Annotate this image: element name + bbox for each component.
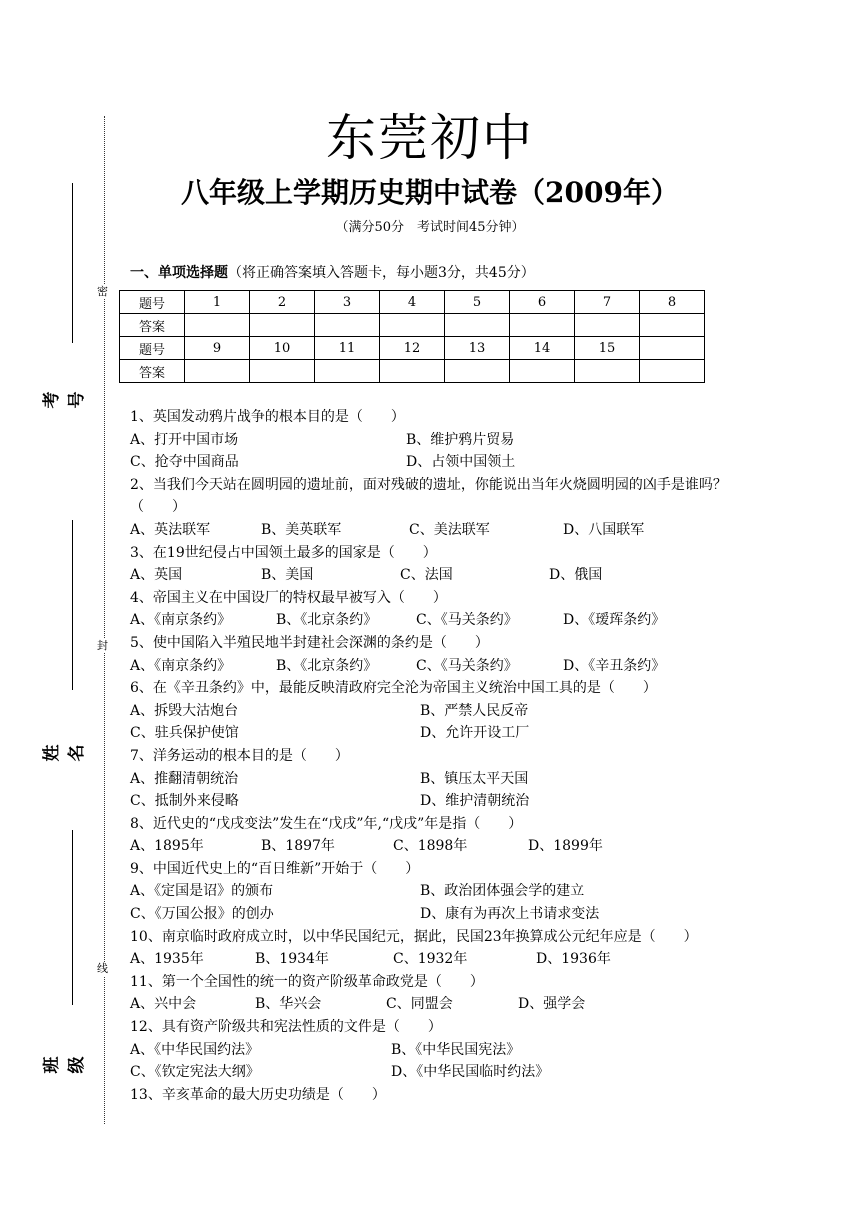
option: D、占领中国领土 (406, 454, 516, 471)
option-row (130, 722, 740, 745)
option: B、美英联军 (261, 521, 342, 538)
question-stem: 7、洋务运动的根本目的是（ ） (130, 747, 349, 764)
answer-cell[interactable] (640, 314, 705, 337)
option-row (130, 903, 740, 926)
option: B、美国 (261, 567, 314, 584)
option-row (130, 609, 740, 632)
option-row (130, 768, 740, 791)
option: A、《南京条约》 (130, 612, 232, 629)
option: A、推翻清朝统治 (130, 770, 239, 787)
number-cell: 14 (510, 337, 575, 360)
option: D、《中华民国临时约法》 (391, 1064, 550, 1081)
option: C、驻兵保护使馆 (130, 725, 239, 742)
option: B、《中华民国宪法》 (391, 1041, 521, 1058)
answer-card-table (119, 290, 705, 383)
option-row (130, 835, 740, 858)
option: C、同盟会 (386, 996, 453, 1013)
number-cell: 13 (445, 337, 510, 360)
number-cell: 9 (185, 337, 250, 360)
answer-card-answer-row-1 (120, 314, 705, 337)
option: B、《北京条约》 (276, 612, 378, 629)
option: A、英法联军 (130, 521, 211, 538)
answer-label-cell: 答案 (120, 314, 185, 337)
question-list (130, 406, 740, 1106)
seal-word-xian: 线 (97, 962, 108, 975)
option-row (130, 1039, 740, 1062)
option: D、八国联军 (563, 521, 645, 538)
option: D、允许开设工厂 (420, 725, 530, 742)
answer-cell[interactable] (445, 360, 510, 383)
answer-cell[interactable] (380, 360, 445, 383)
option: D、俄国 (549, 567, 603, 584)
answer-cell[interactable] (380, 314, 445, 337)
option: B、政治团体强会学的建立 (420, 883, 585, 900)
seal-word-feng: 封 (97, 639, 108, 652)
answer-cell[interactable] (445, 314, 510, 337)
question-stem: 13、辛亥革命的最大历史功绩是（ ） (130, 1086, 386, 1103)
option: D、《辛丑条约》 (563, 657, 666, 674)
question-stem: 1、英国发动鸦片战争的根本目的是（ ） (130, 409, 405, 425)
option: D、《瑷珲条约》 (563, 612, 666, 629)
option-row (130, 429, 740, 452)
number-cell: 3 (315, 291, 380, 314)
seal-word-mi: 密 (97, 285, 108, 298)
option: C、《马关条约》 (416, 612, 518, 629)
option-row (130, 655, 740, 678)
option-row (130, 1061, 740, 1084)
number-cell: 7 (575, 291, 640, 314)
option: B、1934年 (255, 951, 329, 968)
exam-number-label: 考 号 (42, 374, 87, 409)
option: D、1899年 (528, 838, 603, 855)
section-heading (130, 263, 535, 283)
question-stem: 8、近代史的“戊戌变法”发生在“戊戌”年,“戊戌”年是指（ ） (130, 815, 523, 832)
option-row (130, 790, 740, 813)
option: A、《定国是诏》的颁布 (130, 883, 274, 900)
option: B、1897年 (261, 838, 335, 855)
option-row (130, 880, 740, 903)
answer-cell[interactable] (575, 314, 640, 337)
option: C、《马关条约》 (416, 657, 518, 674)
question-stem: 5、使中国陷入半殖民地半封建社会深渊的条约是（ ） (130, 634, 489, 651)
option: A、兴中会 (130, 996, 197, 1013)
option: B、《北京条约》 (276, 657, 378, 674)
answer-card-answer-row-2 (120, 360, 705, 383)
number-cell: 11 (315, 337, 380, 360)
school-name: 东莞初中 (326, 109, 534, 167)
option: A、英国 (130, 567, 183, 584)
option-row (130, 700, 740, 723)
option: D、维护清朝统治 (420, 793, 530, 810)
answer-cell[interactable] (185, 360, 250, 383)
answer-card-number-row-1 (120, 291, 705, 314)
number-cell: 12 (380, 337, 445, 360)
class-label: 班 级 (42, 1039, 87, 1074)
option: C、1932年 (393, 951, 468, 968)
number-label-cell: 题号 (120, 291, 185, 314)
answer-cell[interactable] (315, 314, 380, 337)
option: C、《万国公报》的创办 (130, 906, 274, 923)
number-label-cell: 题号 (120, 337, 185, 360)
option: B、严禁人民反帝 (420, 702, 529, 719)
number-cell: 5 (445, 291, 510, 314)
option-row (130, 948, 740, 971)
option-row (130, 451, 740, 474)
option: C、美法联军 (409, 521, 490, 538)
answer-cell[interactable] (510, 314, 575, 337)
name-label: 姓 名 (42, 727, 87, 762)
option-row (130, 519, 740, 542)
option: C、《钦定宪法大纲》 (130, 1064, 260, 1081)
option: C、抢夺中国商品 (130, 454, 239, 471)
option: D、强学会 (518, 996, 586, 1013)
answer-cell[interactable] (315, 360, 380, 383)
number-cell (640, 337, 705, 360)
option: A、《南京条约》 (130, 657, 232, 674)
answer-cell[interactable] (640, 360, 705, 383)
section-heading-title: 一、单项选择题 (130, 265, 228, 281)
exam-note: （满分50分 考试时间45分钟） (335, 220, 525, 235)
option: C、1898年 (393, 838, 468, 855)
option: D、1936年 (536, 951, 611, 968)
question-stem: 9、中国近代史上的“百日维新”开始于（ ） (130, 860, 420, 877)
number-cell: 4 (380, 291, 445, 314)
question-stem: 4、帝国主义在中国设厂的特权最早被写入（ ） (130, 589, 447, 606)
option: A、1895年 (130, 838, 204, 855)
number-cell: 2 (250, 291, 315, 314)
answer-cell[interactable] (510, 360, 575, 383)
answer-label-cell: 答案 (120, 360, 185, 383)
name-line (72, 520, 73, 690)
question-stem: 11、第一个全国性的统一的资产阶级革命政党是（ ） (130, 973, 484, 990)
question-stem: 6、在《辛丑条约》中，最能反映清政府完全沦为帝国主义统治中国工具的是（ ） (130, 680, 657, 697)
question-stem: 2、当我们今天站在圆明园的遗址前，面对残破的遗址，你能说出当年火烧圆明园的凶手是谁吗？（ ） (130, 476, 727, 516)
option: A、打开中国市场 (130, 431, 239, 448)
option-row (130, 993, 740, 1016)
number-cell: 10 (250, 337, 315, 360)
section-heading-instructions: （将正确答案填入答题卡，每小题3分，共45分） (228, 265, 535, 281)
question-stem: 3、在19世纪侵占中国领土最多的国家是（ ） (130, 544, 437, 561)
answer-card-number-row-2 (120, 337, 705, 360)
option: B、华兴会 (255, 996, 322, 1013)
number-cell: 8 (640, 291, 705, 314)
answer-cell[interactable] (250, 360, 315, 383)
option: A、《中华民国约法》 (130, 1041, 260, 1058)
question-stem: 10、南京临时政府成立时，以中华民国纪元，据此，民国23年换算成公元纪年应是（ ） (130, 928, 698, 945)
option-row (130, 564, 740, 587)
number-cell: 1 (185, 291, 250, 314)
class-line (72, 830, 73, 1005)
exam-title: 八年级上学期历史期中试卷（2009年） (181, 176, 679, 209)
number-cell: 6 (510, 291, 575, 314)
number-cell: 15 (575, 337, 640, 360)
answer-cell[interactable] (185, 314, 250, 337)
option: B、维护鸦片贸易 (406, 431, 515, 448)
option: A、拆毁大沽炮台 (130, 702, 239, 719)
option: D、康有为再次上书请求变法 (420, 906, 600, 923)
option: A、1935年 (130, 951, 204, 968)
option: C、抵制外来侵略 (130, 793, 239, 810)
question-stem: 12、具有资产阶级共和宪法性质的文件是（ ） (130, 1019, 442, 1036)
option: B、镇压太平天国 (420, 770, 529, 787)
option: C、法国 (400, 567, 453, 584)
answer-cell[interactable] (250, 314, 315, 337)
answer-cell[interactable] (575, 360, 640, 383)
